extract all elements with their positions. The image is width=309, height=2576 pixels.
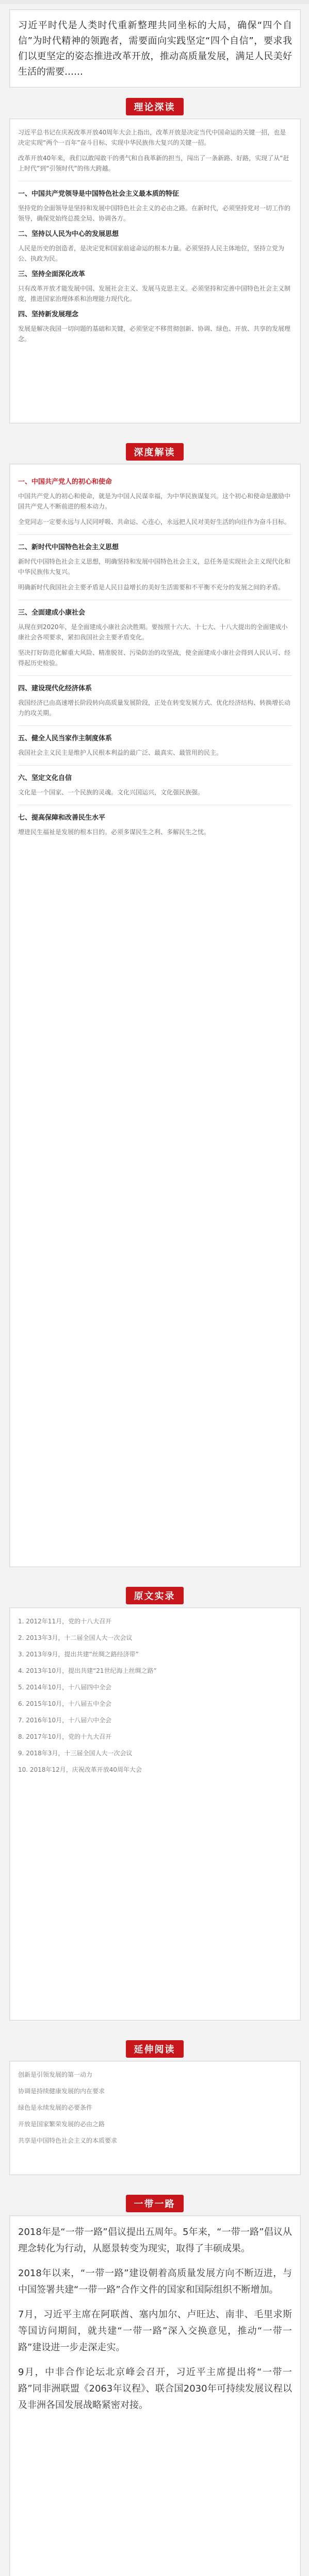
- section4-card: [9, 2061, 301, 2175]
- paragraph: 全党同志一定要永远与人民同呼吸、共命运、心连心，永远把人民对美好生活的向往作为奋斗目标。: [18, 518, 291, 526]
- heading: 三、全面建成小康社会: [18, 609, 86, 617]
- list-item: 7. 2016年10月，十八届六中全会: [18, 1717, 112, 1724]
- paragraph: 改革开放40年来，我们以敢闯敢干的勇气和自我革新的担当，闯出了一条新路、好路，实现了从“赶上时代”到“引领时代”的伟大跨越。: [18, 155, 289, 172]
- list-item: 9. 2018年3月，十三届全国人大一次会议: [18, 1750, 133, 1757]
- list-item: 5. 2014年10月，十八届四中全会: [18, 1684, 112, 1691]
- top-bar: [0, 0, 309, 4]
- section2-card: [9, 464, 301, 1567]
- paragraph: 习近平总书记在庆祝改革开放40周年大会上指出，改革开放是决定当代中国命运的关键一招，也是决定实现“两个一百年”奋斗目标、实现中华民族伟大复兴的关键一招。: [18, 129, 286, 146]
- heading: 三、坚持全面深化改革: [18, 270, 86, 278]
- heading: 一、中国共产党领导是中国特色社会主义最本质的特征: [18, 190, 180, 198]
- section-badge-2: 深度解读: [126, 443, 184, 461]
- section-badge-5: 一带一路: [126, 2195, 184, 2212]
- paragraph: 我国经济已由高速增长阶段转向高质量发展阶段，正处在转变发展方式、优化经济结构、转换增长动力的攻关期。: [18, 699, 291, 717]
- paragraph: 发展是解决我国一切问题的基础和关键，必须坚定不移贯彻创新、协调、绿色、开放、共享的发展理念。: [18, 325, 291, 343]
- section1-card: [9, 118, 301, 423]
- section5-card: [9, 2215, 301, 2576]
- divider: [18, 534, 292, 535]
- paragraph: 明确新时代我国社会主要矛盾是人民日益增长的美好生活需要和不平衡不充分的发展之间的矛盾。: [18, 584, 285, 591]
- quote-paragraph: 9月，中非合作论坛北京峰会召开，习近平主席提出将“一带一路”同非洲联盟《2063年议程》、联合国2030年可持续发展议程以及非洲各国发展战略紧密对接。: [18, 2367, 292, 2411]
- list-item: 绿色是永续发展的必要条件: [18, 2104, 93, 2111]
- section-badge-4: 延伸阅读: [126, 2040, 184, 2058]
- list-item: 协调是持续健康发展的内在要求: [18, 2088, 105, 2095]
- divider: [18, 725, 292, 726]
- section-badge-1: 理论深读: [126, 98, 184, 115]
- list-item: 10. 2018年12月，庆祝改革开放40周年大会: [18, 1766, 142, 1773]
- heading: 四、坚持新发展理念: [18, 311, 79, 318]
- heading: 四、建设现代化经济体系: [18, 685, 92, 692]
- paragraph: 我国社会主义民主是维护人民根本利益的最广泛、最真实、最管用的民主。: [18, 749, 223, 756]
- divider: [18, 765, 292, 766]
- paragraph: 坚决打好防范化解重大风险、精准脱贫、污染防治的攻坚战，使全面建成小康社会得到人民认可、经得起历史检验。: [18, 649, 291, 667]
- paragraph: 文化是一个国家、一个民族的灵魂。文化兴国运兴，文化强民族强。: [18, 789, 204, 796]
- paragraph: 新时代中国特色社会主义思想，明确坚持和发展中国特色社会主义，总任务是实现社会主义现代化和中华民族伟大复兴。: [18, 558, 291, 575]
- heading: 五、健全人民当家作主制度体系: [18, 735, 112, 742]
- heading: 二、新时代中国特色社会主义思想: [18, 544, 119, 551]
- intro-card: [9, 9, 301, 88]
- list-item: 创新是引领发展的第一动力: [18, 2071, 93, 2078]
- heading: 二、坚持以人民为中心的发展思想: [18, 230, 119, 238]
- list-item: 4. 2013年10月，提出共建“21世纪海上丝绸之路”: [18, 1667, 157, 1674]
- paragraph: 从现在到2020年，是全面建成小康社会决胜期。要按照十六大、十七大、十八大提出的全面建成小康社会各项要求，紧扣我国社会主要矛盾变化。: [18, 623, 288, 641]
- list-item: 6. 2015年10月，十八届五中全会: [18, 1700, 112, 1707]
- paragraph: 坚持党的全面领导是坚持和发展中国特色社会主义的必由之路。在新时代，必须坚持党对一切工作的领导，确保党始终总揽全局、协调各方。: [18, 205, 291, 222]
- section-badge-3: 原文实录: [126, 1587, 184, 1604]
- paragraph: 增进民生福祉是发展的根本目的。必须多谋民生之利、多解民生之忧。: [18, 828, 210, 836]
- list-item: 3. 2013年9月，提出共建“丝绸之路经济带”: [18, 1651, 139, 1658]
- list-item: 8. 2017年10月，党的十九大召开: [18, 1733, 112, 1740]
- paragraph: 中国共产党人的初心和使命，就是为中国人民谋幸福，为中华民族谋复兴。这个初心和使命是激励中国共产党人不断前进的根本动力。: [18, 493, 291, 510]
- heading: 六、坚定文化自信: [18, 774, 72, 782]
- list-item: 1. 2012年11月，党的十八大召开: [18, 1618, 112, 1625]
- list-item: 共享是中国特色社会主义的本质要求: [18, 2137, 118, 2144]
- divider: [18, 675, 292, 676]
- list-item: 2. 2013年3月，十二届全国人大一次会议: [18, 1634, 133, 1641]
- intro-text: 习近平时代是人类时代重新整理共同坐标的大局，确保“四个自信”为时代精神的领跑者，需要面向实践坚定“四个自信”，要求我们以更坚定的姿态推进改革开放，推动高质量发展，满足人民美好生活的需要……: [18, 20, 292, 77]
- heading: 一、中国共产党人的初心和使命: [18, 478, 112, 486]
- quote-paragraph: 2018年是“一带一路”倡议提出五周年。5年来，“一带一路”倡议从理念转化为行动，从愿景转变为现实，取得了丰硕成果。: [18, 2227, 292, 2254]
- quote-paragraph: 7月，习近平主席在阿联酋、塞内加尔、卢旺达、南非、毛里求斯等国访问期间，就共建“一带一路”深入交换意见，推动“一带一路”建设进一步走深走实。: [18, 2309, 292, 2353]
- paragraph: 只有改革开放才能发展中国、发展社会主义、发展马克思主义。必须坚持和完善中国特色社会主义制度，推进国家治理体系和治理能力现代化。: [18, 285, 291, 302]
- paragraph: 人民是历史的创造者，是决定党和国家前途命运的根本力量。必须坚持人民主体地位，坚持立党为公、执政为民。: [18, 245, 285, 262]
- list-item: 开放是国家繁荣发展的必由之路: [18, 2121, 105, 2128]
- section3-card: [9, 1607, 301, 2021]
- heading: 七、提高保障和改善民生水平: [18, 814, 106, 822]
- quote-paragraph: 2018年以来，“一带一路”建设朝着高质量发展方向不断迈进，与中国签署共建“一带一路”合作文件的国家和国际组织不断增加。: [18, 2268, 292, 2295]
